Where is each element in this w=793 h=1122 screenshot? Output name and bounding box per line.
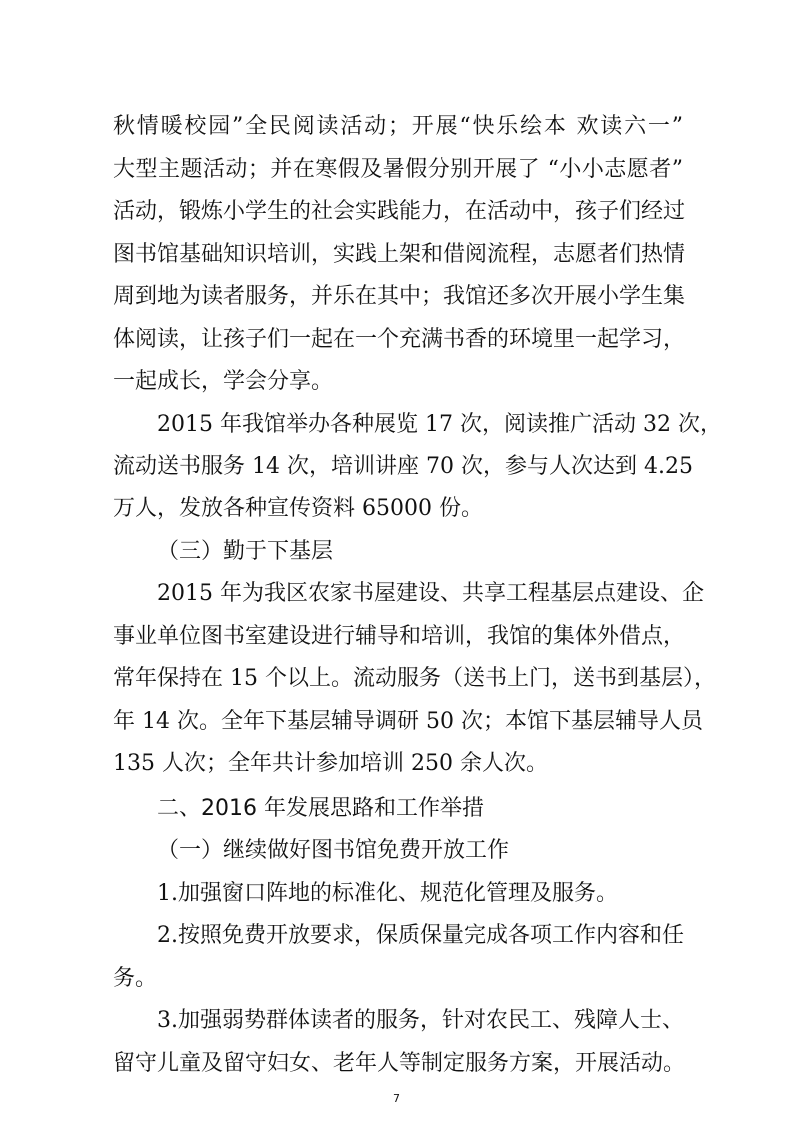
body-line: 年 14 次。全年下基层辅导调研 50 次；本馆下基层辅导人员 — [113, 709, 703, 734]
body-line: 一起成长，学会分享。 — [113, 369, 334, 394]
paragraph-first-line: 2015 年为我区农家书屋建设、共享工程基层点建设、企 — [157, 581, 704, 606]
body-line: 体阅读，让孩子们一起在一个充满书香的环境里一起学习， — [113, 327, 686, 352]
body-line: 万人，发放各种宣传资料 65000 份。 — [113, 496, 483, 521]
body-line: 135 人次；全年共计参加培训 250 余人次。 — [113, 751, 548, 776]
body-line: 流动送书服务 14 次，培训讲座 70 次，参与人次达到 4.25 — [113, 454, 693, 479]
section-heading: 二、2016 年发展思路和工作举措 — [157, 796, 484, 821]
list-item: 1.加强窗口阵地的标准化、规范化管理及服务。 — [157, 881, 618, 906]
body-line: 秋情暖校园”全民阅读活动；开展“快乐绘本 欢读六一” — [113, 114, 683, 139]
body-line: 常年保持在 15 个以上。流动服务（送书上门，送书到基层）， — [113, 666, 716, 691]
body-line: 事业单位图书室建设进行辅导和培训，我馆的集体外借点， — [113, 624, 686, 649]
page-number: 7 — [393, 1092, 400, 1105]
section-subheading: （一）继续做好图书馆免费开放工作 — [157, 838, 510, 863]
body-line: 周到地为读者服务，并乐在其中；我馆还多次开展小学生集 — [113, 284, 686, 309]
section-subheading: （三）勤于下基层 — [157, 539, 334, 564]
list-item: 3.加强弱势群体读者的服务，针对农民工、残障人士、 — [157, 1008, 684, 1033]
list-item: 2.按照免费开放要求，保质保量完成各项工作内容和任 — [157, 923, 684, 948]
list-item-continuation: 务。 — [113, 966, 158, 991]
paragraph-first-line: 2015 年我馆举办各种展览 17 次，阅读推广活动 32 次， — [157, 412, 722, 437]
body-line: 大型主题活动；并在寒假及暑假分别开展了 “小小志愿者” — [113, 157, 683, 182]
body-line: 活动，锻炼小学生的社会实践能力，在活动中，孩子们经过 — [113, 199, 686, 224]
body-line: 图书馆基础知识培训，实践上架和借阅流程，志愿者们热情 — [113, 242, 686, 267]
list-item-continuation: 留守儿童及留守妇女、老年人等制定服务方案，开展活动。 — [113, 1051, 686, 1076]
